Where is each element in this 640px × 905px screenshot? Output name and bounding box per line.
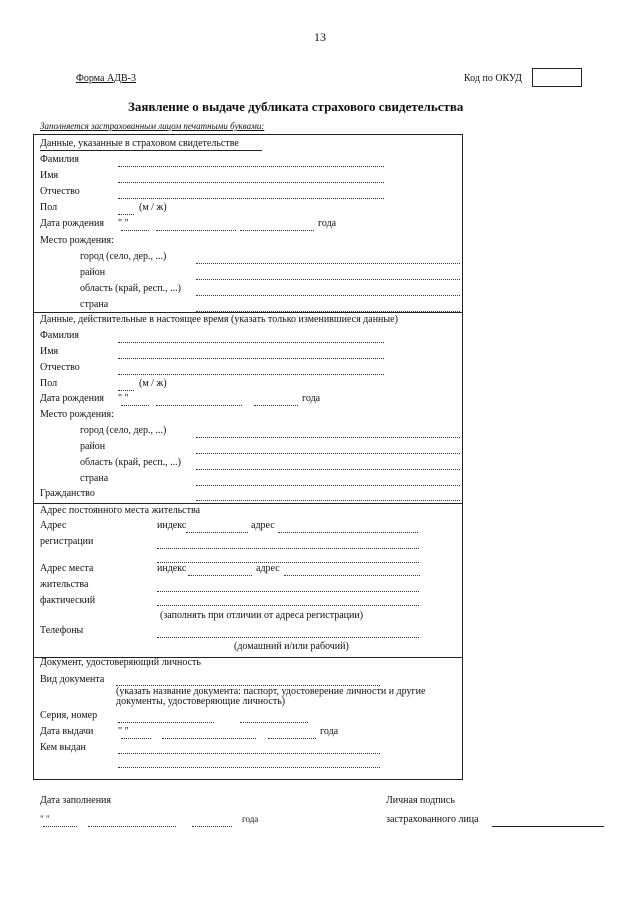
current-sex-label: Пол <box>40 378 58 389</box>
phones-note: (домашний и/или рабочий) <box>234 641 349 652</box>
birth-region-label: область (край, респ., ...) <box>80 283 181 294</box>
fill-date-label: Дата заполнения <box>40 795 111 806</box>
current-birth-year-word: года <box>302 393 321 404</box>
surname-label: Фамилия <box>40 154 79 165</box>
current-region-field[interactable] <box>196 469 460 470</box>
current-birth-place-label: Место рождения: <box>40 409 114 420</box>
live-address-line-2[interactable] <box>157 591 419 592</box>
current-name-field[interactable] <box>118 358 384 359</box>
current-district-field[interactable] <box>196 453 460 454</box>
doc-issued-by-label: Кем выдан <box>40 742 86 753</box>
current-birth-year-field[interactable] <box>254 405 298 406</box>
birth-year-field[interactable] <box>240 230 314 231</box>
live-address-line-3[interactable] <box>157 605 419 606</box>
patronymic-label: Отчество <box>40 186 80 197</box>
reg-index-word: индекс <box>157 520 187 531</box>
reg-index-field[interactable] <box>186 532 248 533</box>
live-address-word: адрес <box>256 563 280 574</box>
fill-day-field[interactable] <box>43 826 77 827</box>
doc-type-label: Вид документа <box>40 674 105 685</box>
current-birth-day-quote: " " <box>118 393 129 404</box>
name-label: Имя <box>40 170 59 181</box>
section1-header-underline <box>40 150 262 151</box>
birth-district-label: район <box>80 267 106 278</box>
live-address-label-3: фактический <box>40 595 96 606</box>
current-sex-field[interactable] <box>118 390 134 391</box>
reg-address-label-2: регистрации <box>40 536 94 547</box>
live-address-label-1: Адрес места <box>40 563 94 574</box>
signature-label-2: застрахованного лица <box>386 814 479 825</box>
address-header: Адрес постоянного места жительства <box>40 505 201 516</box>
doc-issue-year-field[interactable] <box>268 738 316 739</box>
doc-series-field[interactable] <box>118 722 214 723</box>
okud-label: Код по ОКУД <box>464 73 522 84</box>
form-title: Заявление о выдаче дубликата страхового свидетельства <box>128 99 464 114</box>
current-patronymic-label: Отчество <box>40 362 80 373</box>
current-city-label: город (село, дер., ...) <box>80 425 167 436</box>
birth-month-field[interactable] <box>156 230 236 231</box>
signature-label-1: Личная подпись <box>386 795 455 806</box>
live-address-field[interactable] <box>284 575 420 576</box>
reg-address-field[interactable] <box>278 532 418 533</box>
section2-header: Данные, действительные в настоящее время (указать только изменившиеся данные) <box>40 314 398 325</box>
instruction: Заполняется застрахованным лицом печатными буквами: <box>40 121 265 131</box>
doc-issue-year-word: года <box>320 726 339 737</box>
doc-issue-day-field[interactable] <box>121 738 151 739</box>
doc-type-note-2: документы, удостоверяющие личность) <box>116 696 286 707</box>
okud-input[interactable] <box>532 68 582 87</box>
birth-place-label: Место рождения: <box>40 235 114 246</box>
sex-field[interactable] <box>118 214 134 215</box>
reg-address-word: адрес <box>251 520 275 531</box>
page-number: 13 <box>314 30 326 44</box>
doc-issue-month-field[interactable] <box>162 738 256 739</box>
birth-date-label: Дата рождения <box>40 218 104 229</box>
birth-country-label: страна <box>80 299 109 310</box>
birth-city-field[interactable] <box>196 263 460 264</box>
current-patronymic-field[interactable] <box>118 374 384 375</box>
current-birth-month-field[interactable] <box>156 405 242 406</box>
birth-region-field[interactable] <box>196 295 460 296</box>
reg-address-line-3[interactable] <box>157 562 419 563</box>
birth-district-field[interactable] <box>196 279 460 280</box>
surname-field[interactable] <box>118 166 384 167</box>
current-birth-day-field[interactable] <box>121 405 149 406</box>
form-code: Форма АДВ-3 <box>76 73 136 84</box>
current-surname-label: Фамилия <box>40 330 79 341</box>
current-sex-hint: (м / ж) <box>139 378 167 389</box>
phones-label: Телефоны <box>40 625 84 636</box>
live-index-word: индекс <box>157 563 187 574</box>
sex-label: Пол <box>40 202 58 213</box>
section1-header: Данные, указанные в страховом свидетельстве <box>40 138 239 149</box>
fill-day-quote: " " <box>40 814 50 824</box>
current-country-label: страна <box>80 473 109 484</box>
fill-year-field[interactable] <box>192 826 232 827</box>
current-birth-date-label: Дата рождения <box>40 393 104 404</box>
birth-day-field[interactable] <box>121 230 149 231</box>
citizenship-label: Гражданство <box>40 488 95 499</box>
doc-number-field[interactable] <box>240 722 308 723</box>
doc-issue-date-label: Дата выдачи <box>40 726 94 737</box>
phones-field[interactable] <box>157 637 419 638</box>
reg-address-label-1: Адрес <box>40 520 67 531</box>
doc-issued-by-line-2[interactable] <box>118 767 380 768</box>
doc-issued-by-field[interactable] <box>118 753 380 754</box>
birth-day-quote: " " <box>118 218 129 229</box>
reg-address-line-2[interactable] <box>157 548 419 549</box>
patronymic-field[interactable] <box>118 198 384 199</box>
divider <box>34 503 462 504</box>
current-name-label: Имя <box>40 346 59 357</box>
name-field[interactable] <box>118 182 384 183</box>
birth-city-label: город (село, дер., ...) <box>80 251 167 262</box>
divider <box>34 312 462 313</box>
fill-year-word: года <box>242 814 259 824</box>
live-address-note: (заполнять при отличии от адреса регистрации) <box>160 610 364 621</box>
current-district-label: район <box>80 441 106 452</box>
doc-type-note-1: (указать название документа: паспорт, удостоверение личности и другие <box>116 686 426 697</box>
current-country-field[interactable] <box>196 485 460 486</box>
birth-year-word: года <box>318 218 337 229</box>
doc-issue-day-quote: " " <box>118 726 129 737</box>
fill-month-field[interactable] <box>88 826 176 827</box>
doc-series-label: Серия, номер <box>40 710 98 721</box>
sex-hint: (м / ж) <box>139 202 167 213</box>
citizenship-field[interactable] <box>196 500 460 501</box>
current-city-field[interactable] <box>196 437 460 438</box>
current-region-label: область (край, респ., ...) <box>80 457 181 468</box>
document-header: Документ, удостоверяющий личность <box>40 657 201 668</box>
current-surname-field[interactable] <box>118 342 384 343</box>
live-address-label-2: жительства <box>40 579 89 590</box>
signature-field[interactable] <box>492 826 604 827</box>
live-index-field[interactable] <box>188 575 252 576</box>
birth-country-field[interactable] <box>196 311 460 312</box>
